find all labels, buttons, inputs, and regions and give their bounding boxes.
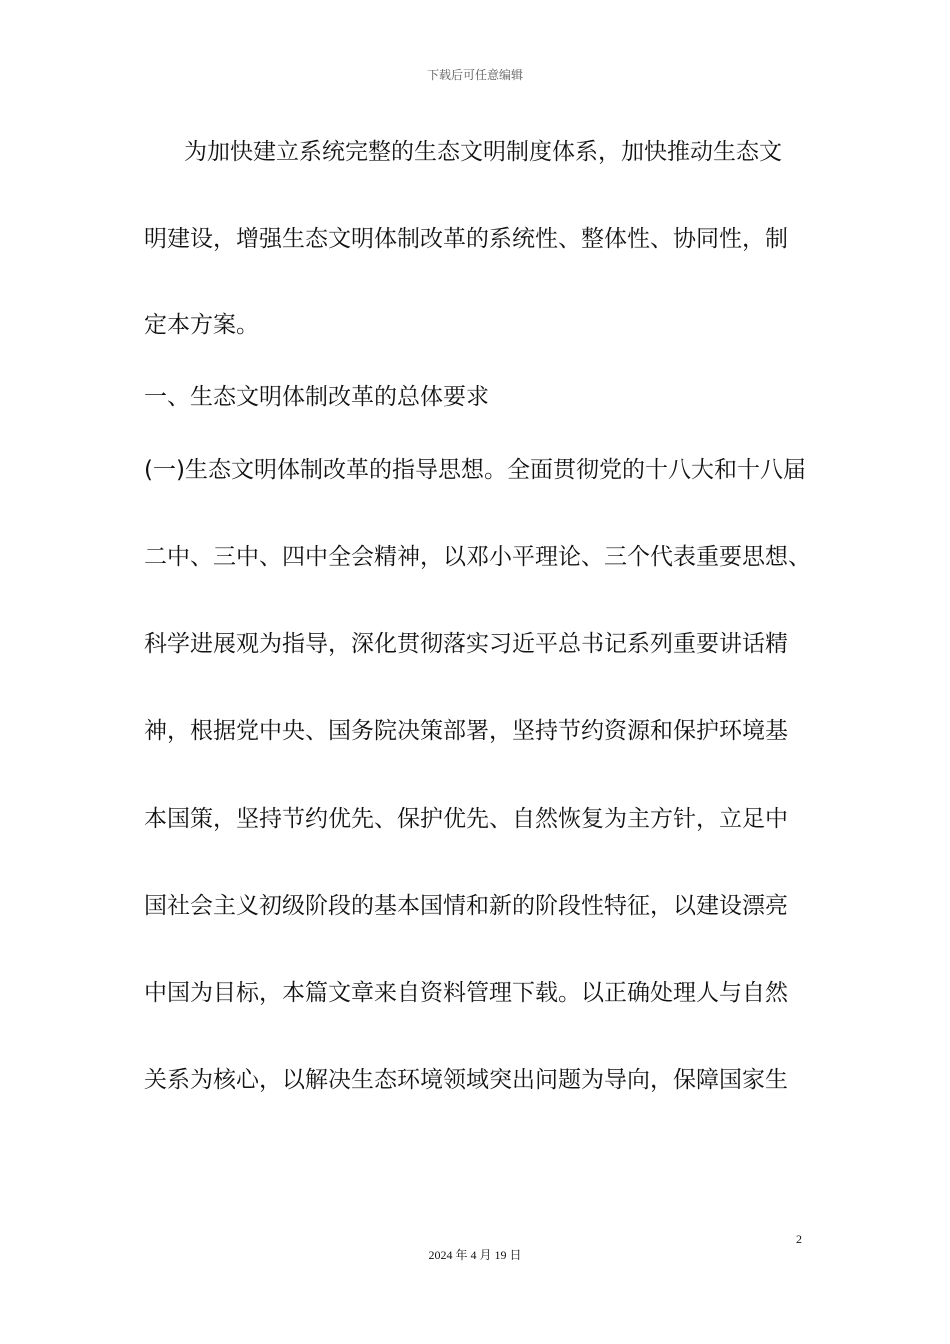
- paragraph-line-11: 中国为目标，本篇文章来自资料管理下载。以正确处理人与自然: [144, 980, 788, 1006]
- paragraph-line-1: 为加快建立系统完整的生态文明制度体系，加快推动生态文: [184, 139, 782, 165]
- paragraph-line-5: (一)生态文明体制改革的指导思想。全面贯彻党的十八大和十八届: [144, 457, 806, 483]
- paragraph-line-8: 神，根据党中央、国务院决策部署，坚持节约资源和保护环境基: [144, 718, 788, 744]
- footer-date: 2024 年 4 月 19 日: [428, 1248, 522, 1262]
- paragraph-line-7: 科学进展观为指导，深化贯彻落实习近平总书记系列重要讲话精: [144, 631, 788, 657]
- paragraph-line-6: 二中、三中、四中全会精神，以邓小平理论、三个代表重要思想、: [144, 544, 811, 570]
- paragraph-line-12: 关系为核心，以解决生态环境领域突出问题为导向，保障国家生: [144, 1067, 788, 1093]
- paragraph-line-3: 定本方案。: [144, 312, 259, 338]
- paragraph-line-2: 明建设，增强生态文明体制改革的系统性、整体性、协同性，制: [144, 226, 788, 252]
- paragraph-line-9: 本国策，坚持节约优先、保护优先、自然恢复为主方针，立足中: [144, 806, 788, 832]
- paragraph-line-10: 国社会主义初级阶段的基本国情和新的阶段性特征，以建设漂亮: [144, 893, 788, 919]
- section-heading: 一、生态文明体制改革的总体要求: [144, 384, 489, 410]
- page-number: 2: [796, 1232, 802, 1246]
- page-header: 下载后可任意编辑: [426, 68, 523, 82]
